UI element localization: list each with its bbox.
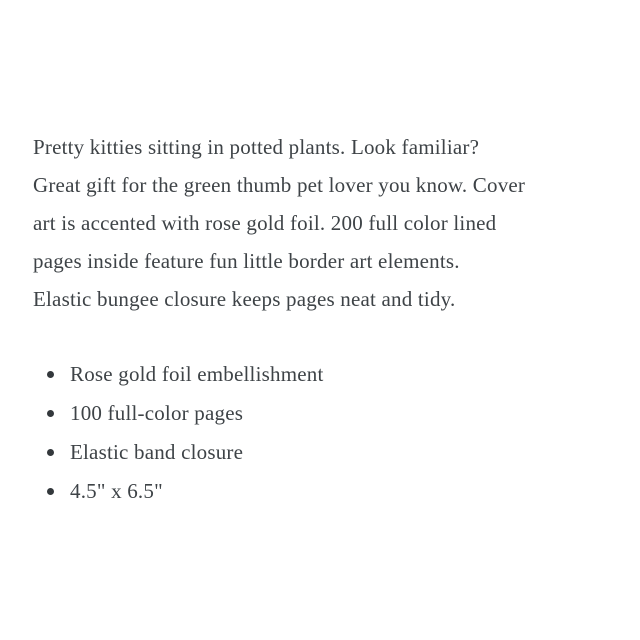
description-line: Elastic bungee closure keeps pages neat and tidy.	[33, 287, 456, 311]
description-line: art is accented with rose gold foil. 200 full color lined	[33, 211, 497, 235]
bullet-icon	[47, 371, 54, 378]
description-line: Great gift for the green thumb pet lover you know. Cover	[33, 173, 526, 197]
description-line: Pretty kitties sitting in potted plants. Look familiar?	[33, 135, 480, 159]
list-item	[47, 472, 324, 511]
bullet-icon	[47, 488, 54, 495]
list-item	[47, 433, 324, 472]
feature-text: Rose gold foil embellishment	[70, 362, 324, 386]
list-item	[47, 394, 324, 433]
feature-text: Elastic band closure	[70, 440, 244, 464]
product-description-paragraph	[33, 128, 623, 318]
feature-text: 4.5" x 6.5"	[70, 479, 163, 503]
bullet-icon	[47, 410, 54, 417]
list-item	[47, 355, 324, 394]
feature-text: 100 full-color pages	[70, 401, 244, 425]
bullet-icon	[47, 449, 54, 456]
feature-list	[47, 355, 324, 511]
description-line: pages inside feature fun little border art elements.	[33, 249, 460, 273]
